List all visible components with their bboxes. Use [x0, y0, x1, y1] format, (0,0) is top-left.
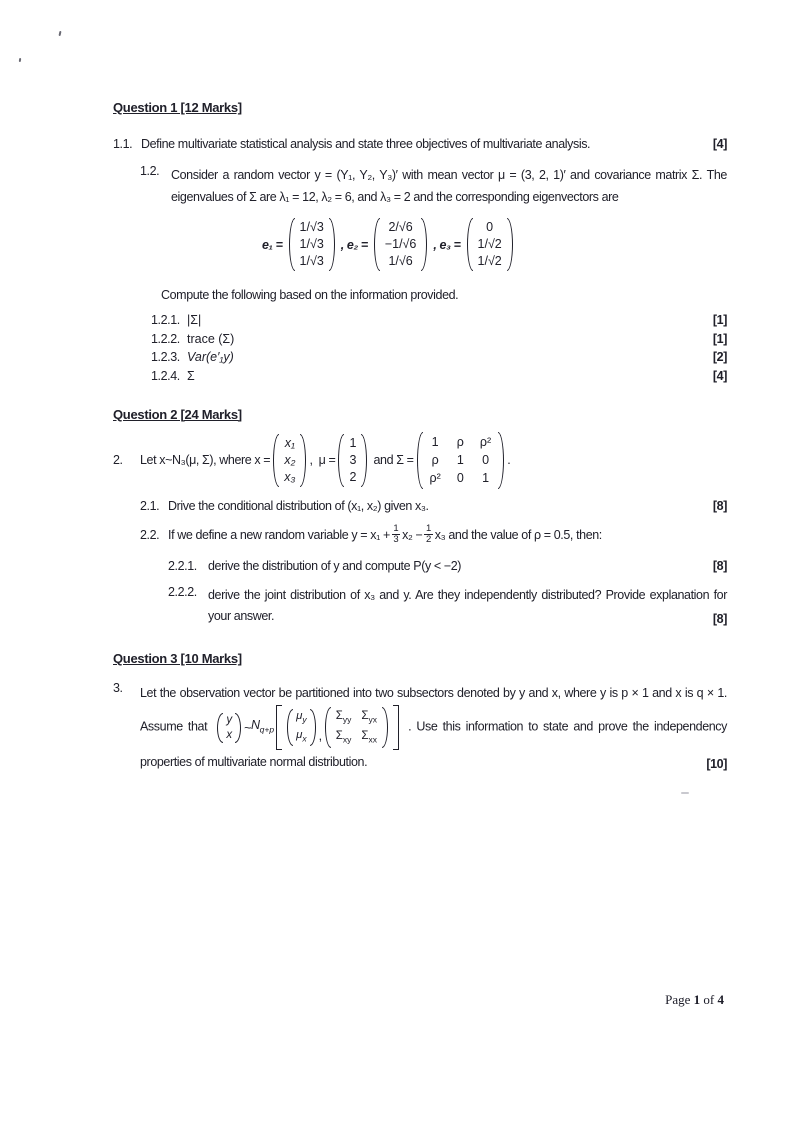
column-vector-e1 [289, 218, 335, 271]
vector-entry: 2/√6 [388, 220, 413, 234]
mu-column-vector [338, 434, 367, 487]
matrix-cell: ρ [431, 452, 439, 467]
question-1-subitems [113, 313, 727, 383]
item-text: Drive the conditional distribution of (x₁, x₂) given x₃. [168, 498, 429, 513]
comma-separator: , [318, 728, 322, 743]
yx-column-vector [217, 713, 241, 743]
item-2-2 [113, 524, 727, 547]
page-content [113, 100, 727, 774]
sigma-base: Σ [335, 710, 343, 723]
sigma-subscript: xy [342, 733, 352, 744]
sigma-base: Σ [335, 729, 343, 742]
denominator: 2 [425, 534, 432, 546]
sigma-subscript: xx [368, 733, 377, 744]
denominator: 3 [393, 534, 399, 546]
matrix-cell: ρ [456, 434, 464, 449]
marks-badge: [8] [712, 559, 727, 574]
vector-entry [296, 729, 307, 745]
mu-subscript: y [302, 714, 307, 725]
item-number: 2.2.2. [168, 585, 197, 600]
matrix-cell: ρ² [479, 434, 492, 449]
marks-badge: [8] [712, 498, 727, 513]
item-2-intro [113, 432, 727, 489]
matrix-cell [361, 729, 377, 746]
subitem-1-2-2 [151, 332, 727, 346]
formula-text: , μ = [309, 453, 336, 467]
partitioned-normal-formula [214, 705, 401, 750]
matrix-cell: 0 [456, 470, 464, 485]
formula-text: If we define a new random variable y = x₁ + [168, 527, 390, 542]
footer-page-total: 4 [717, 992, 724, 1007]
expression: |Σ| [187, 313, 202, 327]
marks-badge: [2] [712, 350, 727, 364]
right-paren [507, 218, 513, 271]
marks-badge: [1] [712, 331, 727, 346]
tilde-symbol: ~ [244, 720, 252, 735]
vector-entry: 1/√2 [477, 237, 502, 251]
right-paren [300, 434, 306, 487]
item-text [140, 681, 727, 774]
expression: trace (Σ) [187, 331, 235, 346]
right-paren [310, 709, 316, 746]
sigma-matrix [417, 432, 505, 489]
numerator: 1 [425, 522, 432, 534]
subitem-1-2-1 [151, 313, 727, 327]
eigenvector-label: e₁ = [262, 237, 283, 252]
right-paren [329, 218, 335, 271]
marks-badge: [10] [706, 756, 727, 771]
item-text: Define multivariate statistical analysis and state three objectives of multivariate analysis. [141, 137, 591, 151]
fraction-one-third [392, 524, 400, 547]
item-number: 2.1. [140, 498, 160, 513]
distribution-symbol [251, 713, 274, 742]
vector-entry: 1/√6 [388, 254, 413, 268]
subitem-1-2-3 [151, 350, 727, 364]
scan-speck [19, 58, 22, 62]
matrix-cell: 1 [431, 434, 439, 449]
item-1-1 [113, 137, 727, 151]
vector-entry: 1 [349, 435, 357, 450]
matrix-cell: 1 [456, 452, 464, 467]
item-number: 1.2.3. [151, 350, 180, 364]
right-paren [235, 713, 241, 743]
item-number: 3. [113, 681, 123, 696]
matrix-cell: 0 [482, 452, 490, 467]
vector-entry: 2 [349, 469, 357, 484]
matrix-cell: ρ² [429, 470, 441, 485]
column-vector-e3 [467, 218, 513, 271]
footer-text: Page [665, 992, 694, 1007]
matrix-cell [336, 709, 352, 726]
distribution-base: N [251, 718, 260, 733]
formula-text: x₂ − [402, 527, 423, 542]
vector-entry: 1/√3 [299, 237, 324, 251]
item-text: Consider a random vector y = (Y₁, Y₂, Y₃)′ with mean vector μ = (3, 2, 1)′ and covariance matrix Σ. The eigenvalues of Σ are λ₁ = 12, λ₂ = 6, and λ₃ = 2 and the corresponding eigenvectors are [171, 168, 727, 204]
vector-entry: 1/√3 [299, 220, 324, 234]
x-column-vector [273, 434, 306, 487]
item-number: 2. [113, 453, 123, 467]
sigma-partition-matrix [325, 707, 388, 748]
question-1-heading: Question 1 [12 Marks] [113, 100, 242, 115]
question-3-heading: Question 3 [10 Marks] [113, 651, 242, 667]
item-1-2 [113, 164, 727, 208]
marks-badge: [4] [712, 368, 727, 383]
marks-badge: [8] [712, 612, 727, 627]
page-footer [665, 992, 724, 1008]
mu-base: μ [296, 710, 303, 723]
formula-text: and Σ = [370, 453, 414, 467]
vector-entry: x₁ [284, 435, 295, 450]
item-number: 1.2. [140, 164, 160, 178]
vector-entry: y [226, 713, 233, 726]
vector-entry: 0 [486, 220, 494, 234]
item-number: 1.2.2. [151, 331, 180, 346]
matrix-cell: 1 [482, 470, 490, 485]
scan-speck [681, 792, 689, 794]
item-number: 2.2. [140, 527, 160, 542]
marks-badge: [1] [712, 313, 727, 327]
sigma-subscript: yy [342, 714, 352, 725]
vector-entry [296, 710, 307, 726]
footer-page-number: 1 [693, 992, 701, 1007]
scan-speck [59, 31, 62, 36]
expression: Σ [187, 368, 195, 383]
vector-entry: 1/√2 [477, 254, 502, 268]
marks-badge: [4] [712, 137, 727, 151]
vector-entry: x₃ [284, 469, 296, 484]
mu-subscript: x [302, 732, 307, 743]
right-paren [382, 707, 388, 748]
eigenvector-equation [259, 218, 727, 271]
item-2-2-1 [113, 559, 727, 573]
fraction-one-half [424, 524, 432, 547]
footer-text: of [700, 992, 718, 1007]
item-text: derive the joint distribution of x₃ and y. Are they independently distributed? Provide explanation for your answer. [208, 588, 727, 624]
vector-entry: x [226, 728, 233, 741]
item-2-1 [113, 499, 727, 513]
numerator: 1 [393, 522, 399, 534]
compute-instruction: Compute the following based on the information provided. [161, 288, 459, 302]
item-number: 2.2.1. [168, 559, 197, 574]
right-paren [498, 432, 504, 489]
vector-entry: 3 [349, 452, 357, 467]
eigenvector-label: , e₃ = [433, 237, 461, 252]
column-vector-e2 [374, 218, 428, 271]
item-2-2-2 [113, 585, 727, 627]
distribution-subscript: q+p [259, 724, 275, 735]
item-3 [113, 681, 727, 774]
formula-text: . [507, 453, 511, 467]
text-segment: . Use this information to state and prove the independency properties of multivariate normal distribution. [140, 719, 728, 769]
sigma-base: Σ [361, 710, 369, 723]
right-square-bracket [393, 705, 399, 750]
mu-partition-vector [287, 709, 316, 746]
formula-text: x₃ and the value of ρ = 0.5, then: [434, 527, 602, 542]
sigma-subscript: yx [368, 714, 377, 725]
vector-entry: −1/√6 [384, 237, 417, 251]
right-paren [361, 434, 367, 487]
vector-entry: 1/√3 [299, 254, 324, 268]
mu-base: μ [296, 728, 303, 741]
text-segment: Let the observation vector be partitioned into two subsectors denoted by y and x, where y is p × 1 and x is q × 1. Assume that [140, 686, 727, 734]
matrix-cell [361, 709, 377, 726]
eigenvector-label: , e₂ = [340, 237, 368, 252]
bracketed-parameters [276, 705, 399, 750]
item-number: 1.2.4. [151, 368, 180, 383]
formula-text: Let x~N₃(μ, Σ), where x = [140, 453, 271, 467]
sigma-base: Σ [361, 729, 369, 742]
subitem-1-2-4 [151, 369, 727, 383]
matrix-cell [336, 729, 352, 746]
question-2-heading: Question 2 [24 Marks] [113, 406, 242, 422]
expression: Var(e′₁y) [187, 350, 234, 364]
right-paren [421, 218, 427, 271]
vector-entry: x₂ [284, 452, 296, 467]
item-text: derive the distribution of y and compute P(y < −2) [208, 559, 462, 574]
item-number: 1.2.1. [151, 313, 180, 327]
item-number: 1.1. [113, 137, 133, 151]
